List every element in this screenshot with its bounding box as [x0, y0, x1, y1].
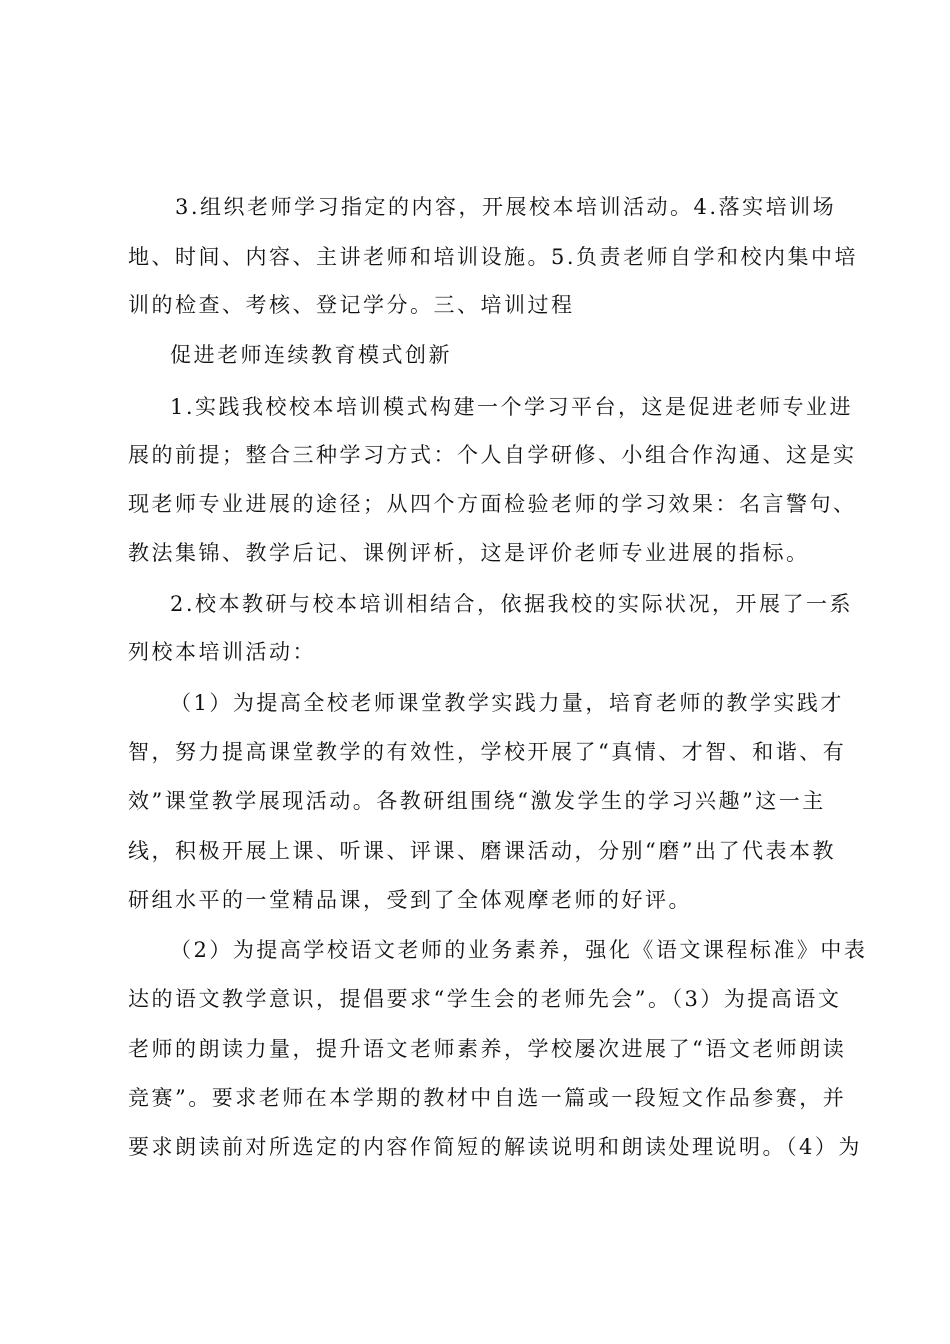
- text-line: 训的检查、考核、登记学分。三、培训过程: [128, 293, 575, 317]
- text-line: 现老师专业进展的途径；从四个方面检验老师的学习效果：名言警句、: [128, 492, 857, 516]
- text-line: 竞赛”。要求老师在本学期的教材中自选一篇或一段短文作品参赛，并: [128, 1086, 847, 1110]
- text-line: （1）为提高全校老师课堂教学实践力量，培育老师的教学实践才: [170, 691, 844, 715]
- text-line: 地、时间、内容、主讲老师和培训设施。5.负责老师自学和校内集中培: [128, 245, 859, 269]
- text-line: 教法集锦、教学后记、课例评析，这是评价老师专业进展的指标。: [128, 541, 810, 565]
- text-line: 展的前提；整合三种学习方式：个人自学研修、小组合作沟通、这是实: [128, 443, 857, 467]
- text-line: 2.校本教研与校本培训相结合，依据我校的实际状况，开展了一系: [170, 592, 854, 616]
- text-line: 线，积极开展上课、听课、评课、磨课活动，分别“磨”出了代表本教: [128, 839, 836, 863]
- text-line: 效”课堂教学展现活动。各教研组围绕“激发学生的学习兴趣”这一主: [128, 789, 826, 813]
- text-line: 要求朗读前对所选定的内容作简短的解读说明和朗读处理说明。（4）为: [128, 1135, 862, 1159]
- section-heading: 促进老师连续教育模式创新: [170, 343, 452, 367]
- text-line: 研组水平的一堂精品课，受到了全体观摩老师的好评。: [128, 888, 692, 912]
- text-line: 3.组织老师学习指定的内容，开展校本培训活动。4.落实培训场: [175, 195, 837, 219]
- text-line: 老师的朗读力量，提升语文老师素养，学校屡次进展了“语文老师朗读: [128, 1037, 847, 1061]
- text-line: 达的语文教学意识，提倡要求“学生会的老师先会”。（3）为提高语文: [128, 987, 842, 1011]
- text-line: 智，努力提高课堂教学的有效性，学校开展了“真情、才智、和谐、有: [128, 740, 847, 764]
- text-line: 1.实践我校校本培训模式构建一个学习平台，这是促进老师专业进: [170, 395, 854, 419]
- text-line: （2）为提高学校语文老师的业务素养，强化《语文课程标准》中表: [170, 938, 868, 962]
- text-line: 列校本培训活动：: [128, 640, 316, 664]
